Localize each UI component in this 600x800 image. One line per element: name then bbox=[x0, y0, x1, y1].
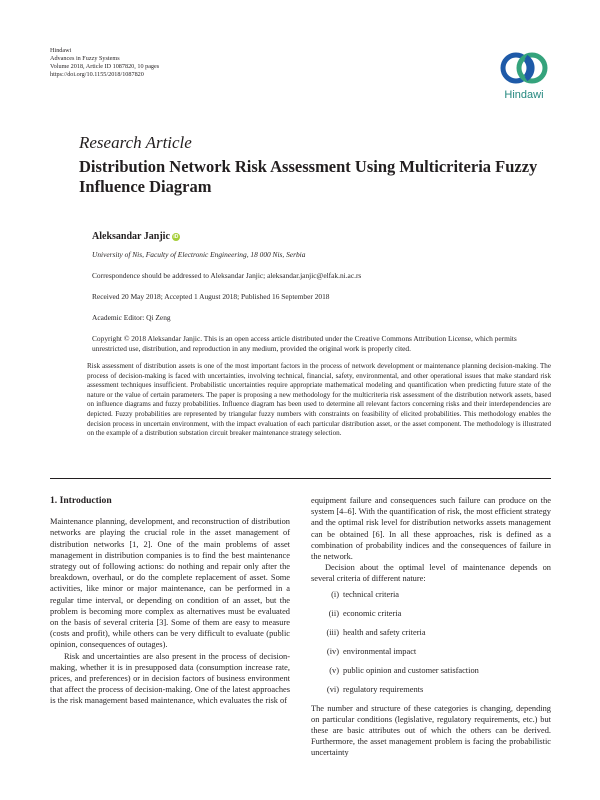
hindawi-logo bbox=[496, 48, 552, 106]
paragraph: Decision about the optimal level of maintenance depends on several criteria of different nature: bbox=[311, 563, 551, 584]
divider bbox=[50, 478, 551, 479]
column-right bbox=[311, 495, 551, 759]
author-name[interactable]: Aleksandar Janjic bbox=[92, 231, 170, 242]
copyright-notice: Copyright © 2018 Aleksandar Janjic. This is an open access article distributed under the Creative Commons Attribution License, which permits unrestricted use, distribution, and reproduction in any medium, provided the original work is properly cited. bbox=[92, 334, 517, 353]
journal-name: Advances in Fuzzy Systems bbox=[50, 55, 120, 62]
affiliation: University of Nis, Faculty of Electronic Engineering, 18 000 Nis, Serbia bbox=[92, 250, 306, 259]
criteria-list bbox=[311, 589, 551, 695]
abstract: Risk assessment of distribution assets is one of the most important factors in the process of network development or maintenance planning decision-making. The process of decision-making is faced with uncertainties, involving technical, financial, safety, environmental, and other operational issues that make standard risk assessment techniques insufficient. Probabilistic uncertainties require appropriate mathematical modeling and quantification when predicting future state of the nature or the value of certain parameters. The paper is proposing a new methodology for the multicriteria risk assessment of the distribution network assets, based on influence diagrams and fuzzy probabilities. Influence diagram has been used to determine all relevant factors concerning risks and their interdependencies are depicted. Fuzzy probabilities are represented by triangular fuzzy numbers with constraints on feasibility of elicited probabilities. This methodology enables the decision process in uncertain environment, with the impact evaluation of each particular distribution asset, or the asset component. The methodology is illustrated on the example of a distribution substation circuit breaker maintenance strategy selection. bbox=[87, 362, 551, 438]
article-type: Research Article bbox=[79, 133, 192, 152]
publisher-name: Hindawi bbox=[50, 47, 72, 54]
logo-wordmark: Hindawi bbox=[504, 89, 544, 101]
paragraph: equipment failure and consequences such failure can produce on the system [4–6]. With the quantification of risk, the most efficient strategy and the optimal risk level for distribution networks assets management can be obtained [6]. In all these approaches, risk is defined as a combination of probability indices and the consequences of failure in the network. bbox=[311, 496, 551, 562]
article-title: Distribution Network Risk Assessment Using Multicriteria Fuzzy Influence Diagram bbox=[79, 157, 538, 196]
paragraph: The number and structure of these categories is changing, depending on particular conditions (legislative, regulatory requirements, etc.) but these are basic attributes out of which the others can be derived. Furthermore, the asset management problem is facing the probabilistic uncertainty bbox=[311, 703, 551, 758]
list-item: (i) technical criteria bbox=[331, 589, 400, 599]
section-heading: 1. Introduction bbox=[50, 495, 112, 506]
doi-link[interactable]: https://doi.org/10.1155/2018/1087820 bbox=[50, 71, 144, 78]
list-item: (v) public opinion and customer satisfaction bbox=[329, 665, 479, 675]
list-item: (ii) economic criteria bbox=[328, 608, 402, 618]
column-left bbox=[50, 495, 290, 707]
academic-editor: Academic Editor: Qi Zeng bbox=[92, 313, 171, 322]
hindawi-logo-icon bbox=[496, 48, 552, 88]
list-item: (iv) environmental impact bbox=[326, 646, 417, 656]
paragraph: Risk and uncertainties are also present in the process of decision-making, whether it is in presupposed data (consumption increase rate, prices, and preferences) or in decision factors of business environment that affect the process of decision-making. One of the latest approaches is the risk management based maintenance, which evaluates the risk of bbox=[50, 651, 290, 706]
list-item: (vi) regulatory requirements bbox=[326, 684, 424, 694]
article-dates: Received 20 May 2018; Accepted 1 August 2018; Published 16 September 2018 bbox=[92, 292, 330, 301]
journal-header bbox=[50, 47, 159, 79]
correspondence: Correspondence should be addressed to Aleksandar Janjic; aleksandar.janjic@elfak.ni.ac.rs bbox=[92, 271, 362, 280]
list-item: (iii) health and safety criteria bbox=[326, 627, 426, 637]
paragraph: Maintenance planning, development, and reconstruction of distribution networks are playing the crucial role in the asset management of distribution networks [1, 2]. One of the main problems of asset management in distribution companies is to find the best maintenance strategy out of following actions: do nothing and repair only after the breakdown, overhaul, or do the complete replacement of asset. Some activities, like minor or major maintenance, can be performed in a regular time interval, or depending on condition of an asset, but the problem is becoming more complex as alternatives must be evaluated on the basis of several criteria [3]. Some of them are easy to measure (costs and profit), while others can be very difficult to evaluate (public opinion, consequences of outages). bbox=[50, 517, 290, 650]
author-line bbox=[92, 231, 180, 242]
volume-info: Volume 2018, Article ID 1087820, 10 pages bbox=[50, 63, 160, 70]
orcid-icon[interactable]: iD bbox=[173, 234, 179, 240]
